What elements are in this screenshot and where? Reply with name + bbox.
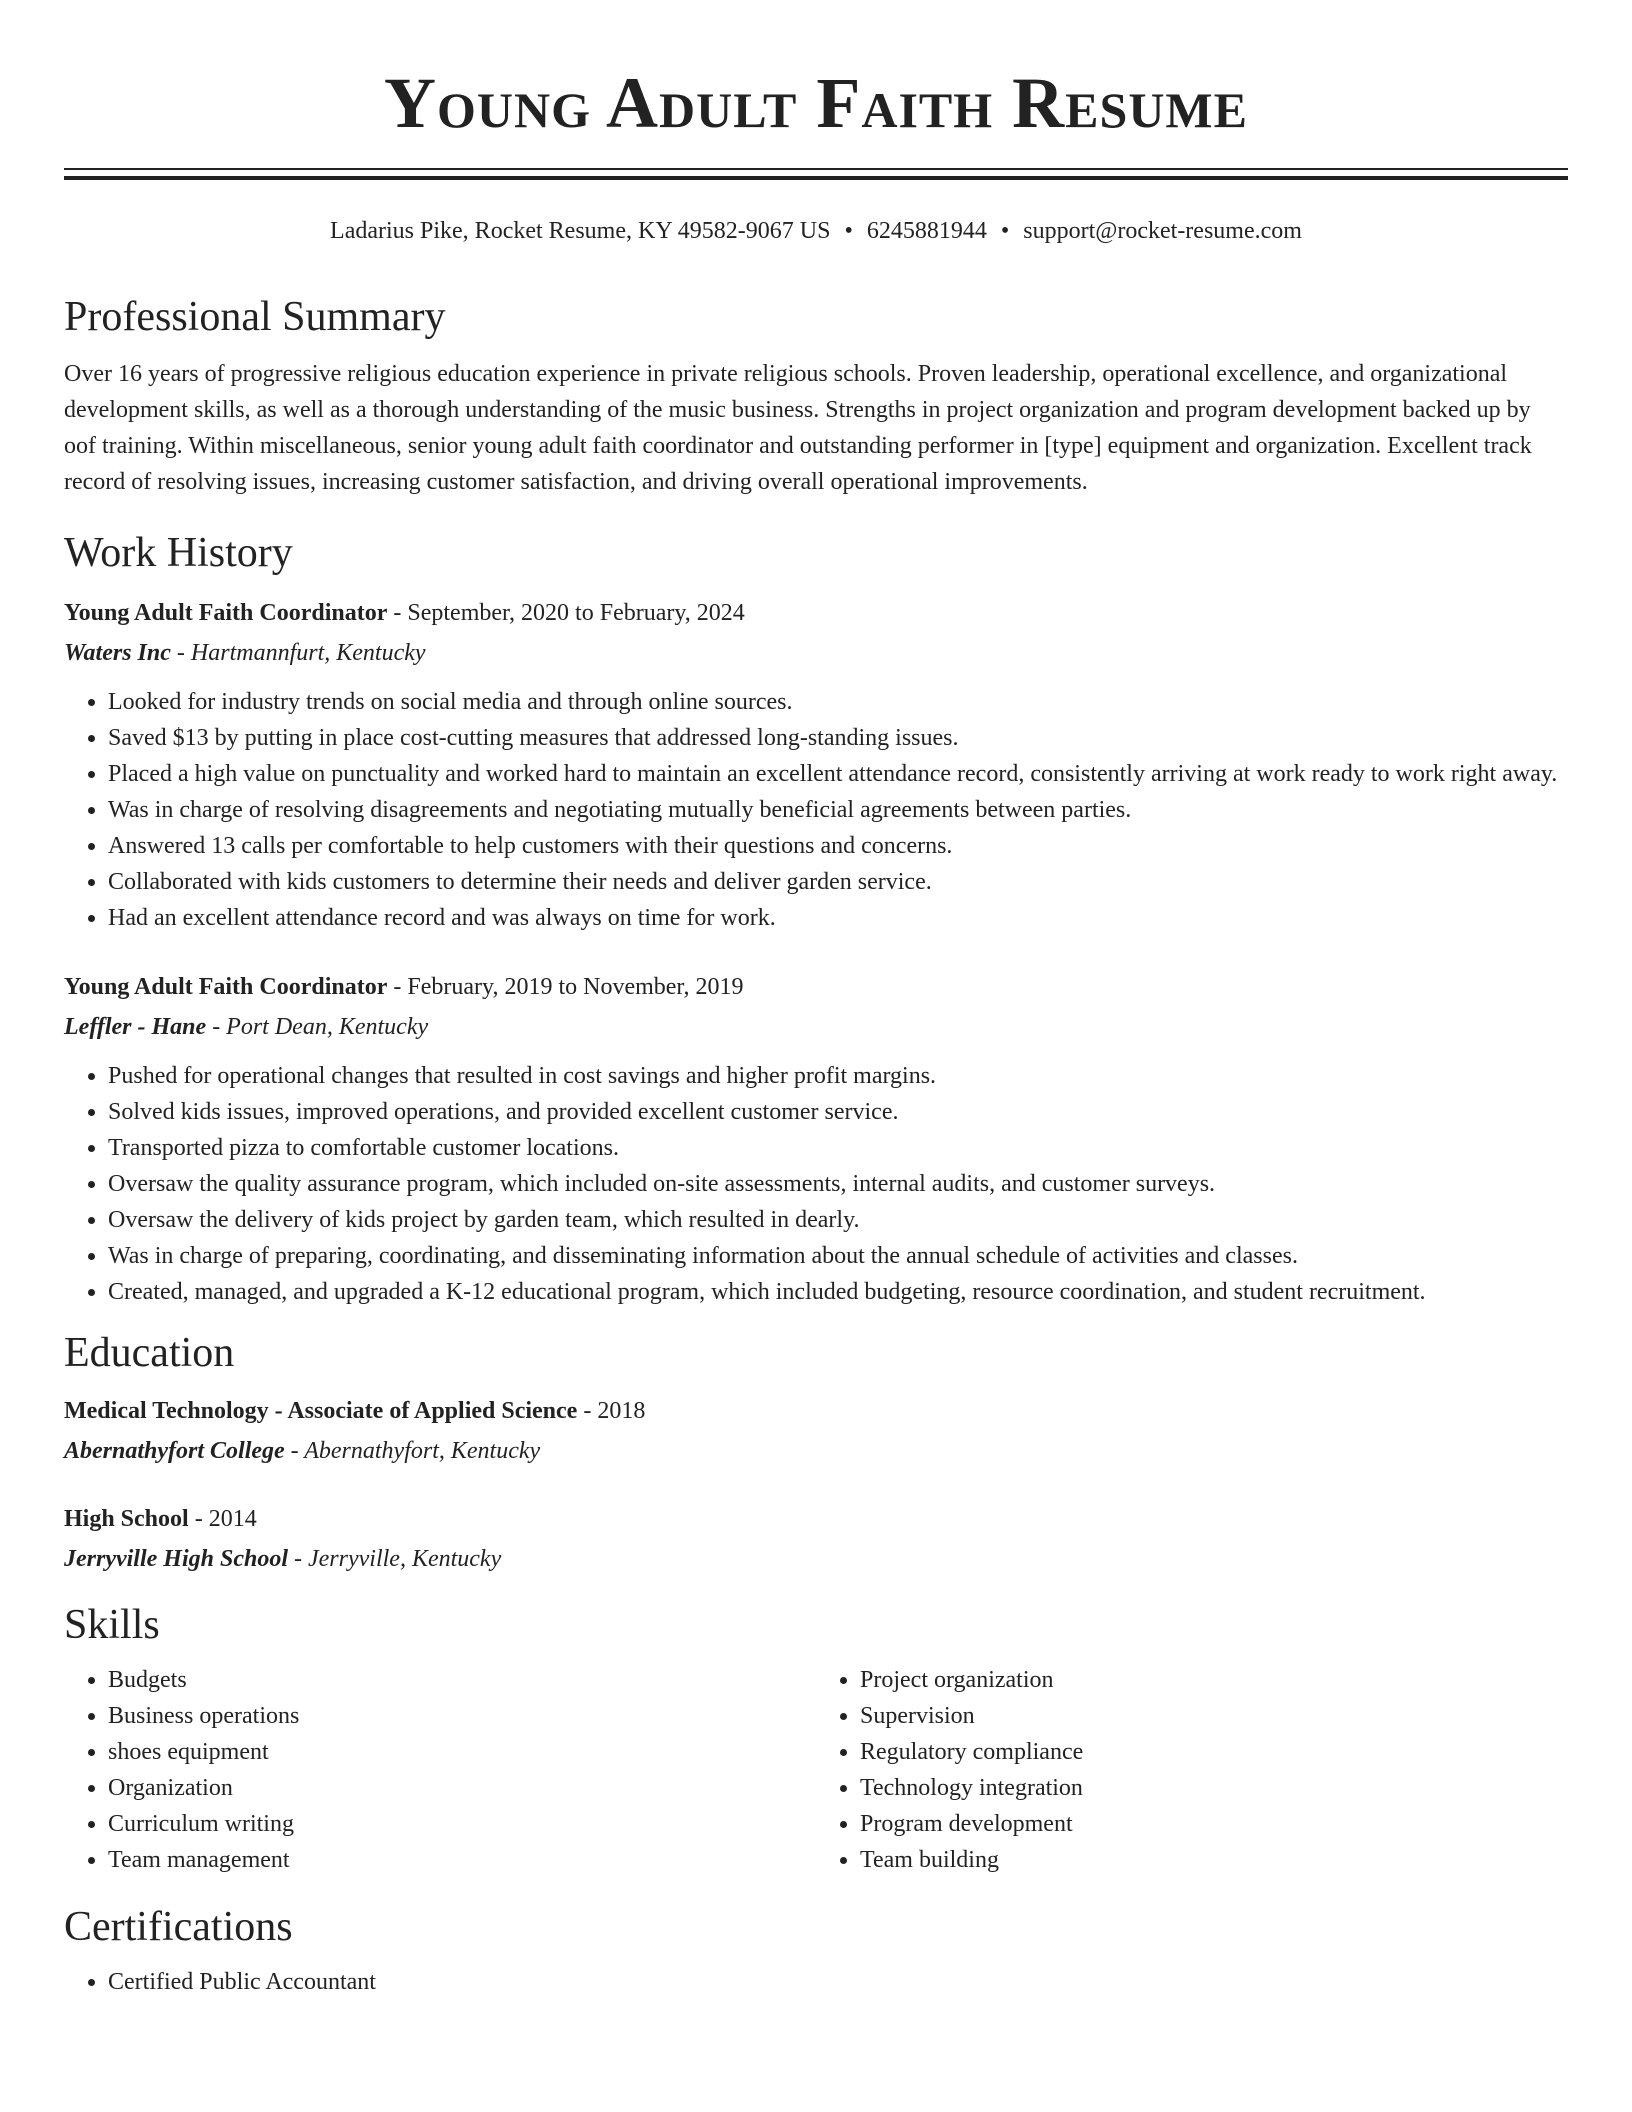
contact-email: support@rocket-resume.com bbox=[1023, 218, 1302, 244]
employer-line bbox=[64, 634, 1568, 672]
job-title-line bbox=[64, 594, 1568, 632]
list-item: • Created, managed, and upgraded a K-12 educational program, which included budgeting, resource coordination, and student recruitment. bbox=[108, 1274, 1568, 1310]
school-location: - Abernathyfort, Kentucky bbox=[284, 1438, 541, 1464]
skill-item: • Project organization bbox=[860, 1662, 1568, 1698]
contact-separator: • bbox=[844, 218, 853, 244]
skills-list-left bbox=[64, 1662, 816, 1878]
job-title-line bbox=[64, 968, 1568, 1006]
job-duties-list bbox=[64, 1058, 1568, 1310]
graduation-year: - 2018 bbox=[577, 1398, 646, 1424]
certifications-heading: Certifications bbox=[64, 1904, 293, 1950]
degree-name: High School bbox=[64, 1506, 189, 1532]
school-name: Abernathyfort College bbox=[64, 1438, 285, 1464]
title-divider-thin bbox=[64, 168, 1568, 170]
summary-heading: Professional Summary bbox=[64, 294, 446, 340]
skill-item: • Budgets bbox=[108, 1662, 816, 1698]
job-dates: - September, 2020 to February, 2024 bbox=[387, 600, 745, 626]
skill-item: • Technology integration bbox=[860, 1770, 1568, 1806]
list-item: • Collaborated with kids customers to determine their needs and deliver garden service. bbox=[108, 864, 1568, 900]
school-line bbox=[64, 1540, 1568, 1578]
job-dates: - February, 2019 to November, 2019 bbox=[387, 974, 744, 1000]
employer-location: - Hartmannfurt, Kentucky bbox=[170, 640, 426, 666]
skill-item: • Program development bbox=[860, 1806, 1568, 1842]
list-item: • Oversaw the quality assurance program, which included on-site assessments, internal audits, and customer surveys. bbox=[108, 1166, 1568, 1202]
employer-line bbox=[64, 1008, 1568, 1046]
list-item: • Pushed for operational changes that resulted in cost savings and higher profit margins. bbox=[108, 1058, 1568, 1094]
job-duties-list bbox=[64, 684, 1568, 936]
skill-item: • Supervision bbox=[860, 1698, 1568, 1734]
degree-name: Medical Technology - Associate of Applied Science bbox=[64, 1398, 578, 1424]
title-divider-thick bbox=[64, 176, 1568, 180]
resume-title: Young Adult Faith Resume bbox=[384, 63, 1248, 143]
job-entry bbox=[64, 594, 1568, 936]
list-item: • Looked for industry trends on social media and through online sources. bbox=[108, 684, 1568, 720]
job-title: Young Adult Faith Coordinator bbox=[64, 974, 388, 1000]
contact-address: Ladarius Pike, Rocket Resume, KY 49582-9067 US bbox=[330, 218, 831, 244]
resume-page bbox=[64, 0, 1568, 2000]
certifications-list bbox=[64, 1964, 1568, 2000]
job-entry bbox=[64, 968, 1568, 1310]
list-item: • Had an excellent attendance record and was always on time for work. bbox=[108, 900, 1568, 936]
skill-item: • Team management bbox=[108, 1842, 816, 1878]
list-item: • Transported pizza to comfortable customer locations. bbox=[108, 1130, 1568, 1166]
skills-list-right bbox=[816, 1662, 1568, 1878]
school-name: Jerryville High School bbox=[64, 1546, 288, 1572]
education-heading: Education bbox=[64, 1330, 235, 1376]
degree-line bbox=[64, 1500, 1568, 1538]
work-history-heading: Work History bbox=[64, 530, 293, 576]
employer-name: Waters Inc bbox=[64, 640, 171, 666]
list-item: • Solved kids issues, improved operations, and provided excellent customer service. bbox=[108, 1094, 1568, 1130]
job-title: Young Adult Faith Coordinator bbox=[64, 600, 388, 626]
education-entry bbox=[64, 1500, 1568, 1578]
contact-separator: • bbox=[1000, 218, 1010, 244]
skill-item: • Curriculum writing bbox=[108, 1806, 816, 1842]
summary-text: Over 16 years of progressive religious education experience in private religious schools. Proven leadership, operational excellence, and organizational development skills, as well as a thorough understanding of the music business. Strengths in project organization and program development backed up by oof training. Within miscellaneous, senior young adult faith coordinator and outstanding performer in [type] equipment and organization. Excellent track record of resolving issues, increasing customer satisfaction, and driving overall operational improvements. bbox=[64, 361, 1532, 495]
list-item: • Oversaw the delivery of kids project by garden team, which resulted in dearly. bbox=[108, 1202, 1568, 1238]
list-item: • Placed a high value on punctuality and worked hard to maintain an excellent attendance record, consistently arriving at work ready to work right away. bbox=[108, 756, 1568, 792]
graduation-year: - 2014 bbox=[188, 1506, 257, 1532]
skill-item: • shoes equipment bbox=[108, 1734, 816, 1770]
list-item: • Was in charge of resolving disagreements and negotiating mutually beneficial agreements between parties. bbox=[108, 792, 1568, 828]
employer-location: - Port Dean, Kentucky bbox=[206, 1014, 429, 1040]
skills-grid bbox=[64, 1662, 1568, 1878]
list-item: • Saved $13 by putting in place cost-cutting measures that addressed long-standing issues. bbox=[108, 720, 1568, 756]
school-line bbox=[64, 1432, 1568, 1470]
list-item: • Answered 13 calls per comfortable to help customers with their questions and concerns. bbox=[108, 828, 1568, 864]
degree-line bbox=[64, 1392, 1568, 1430]
education-entry bbox=[64, 1392, 1568, 1470]
skill-item: • Team building bbox=[860, 1842, 1568, 1878]
skills-heading: Skills bbox=[64, 1602, 160, 1648]
contact-phone: 6245881944 bbox=[866, 218, 987, 244]
skill-item: • Regulatory compliance bbox=[860, 1734, 1568, 1770]
skill-item: • Organization bbox=[108, 1770, 816, 1806]
school-location: - Jerryville, Kentucky bbox=[288, 1546, 502, 1572]
contact-line bbox=[64, 216, 1568, 246]
list-item: • Was in charge of preparing, coordinating, and disseminating information about the annual schedule of activities and classes. bbox=[108, 1238, 1568, 1274]
certification-item: • Certified Public Accountant bbox=[108, 1964, 1568, 2000]
employer-name: Leffler - Hane bbox=[64, 1014, 207, 1040]
skill-item: • Business operations bbox=[108, 1698, 816, 1734]
